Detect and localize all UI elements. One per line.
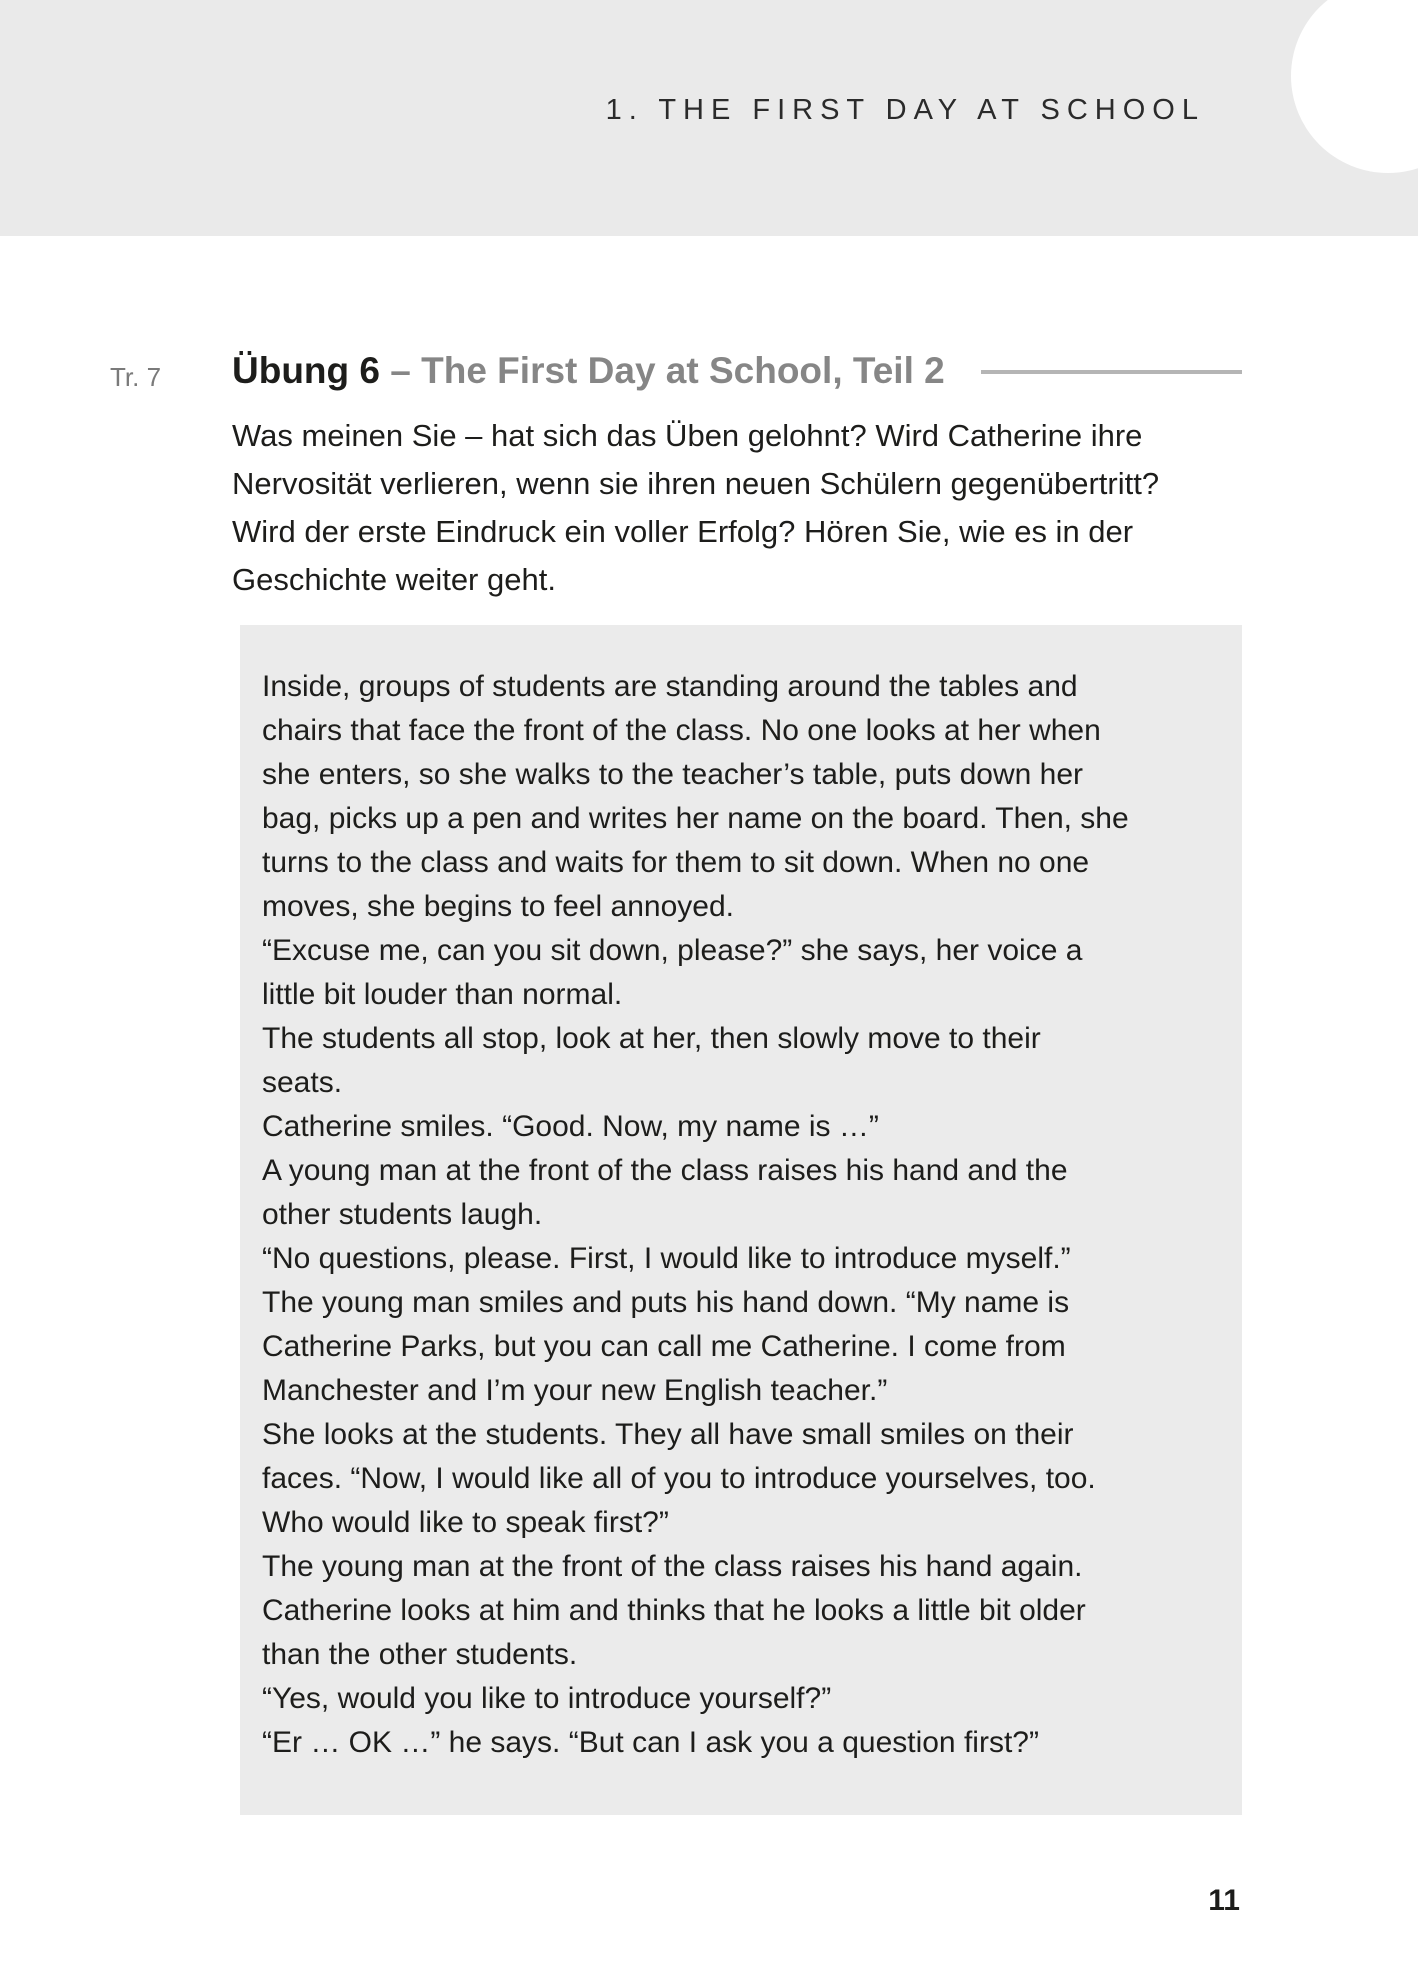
exercise-heading — [232, 350, 1242, 392]
story-line: Catherine Parks, but you can call me Catherine. I come from — [262, 1330, 1066, 1363]
story-line: The students all stop, look at her, then slowly move to their — [262, 1022, 1041, 1055]
story-line: She looks at the students. They all have small smiles on their — [262, 1418, 1074, 1451]
track-label: Tr. 7 — [110, 362, 162, 392]
story-line: little bit louder than normal. — [262, 978, 623, 1011]
story-line: The young man at the front of the class raises his hand again. — [262, 1550, 1083, 1583]
exercise-number: Übung 6 — [232, 350, 380, 391]
instruction-line: Geschichte weiter geht. — [232, 562, 556, 597]
decorative-corner-circle — [1291, 0, 1418, 173]
chapter-header-band — [0, 0, 1418, 236]
story-line: A young man at the front of the class raises his hand and the — [262, 1154, 1068, 1187]
story-line: bag, picks up a pen and writes her name on the board. Then, she — [262, 802, 1129, 835]
story-line: than the other students. — [262, 1638, 578, 1671]
story-line: Manchester and I’m your new English teacher.” — [262, 1374, 888, 1407]
story-line: seats. — [262, 1066, 343, 1099]
story-line: Catherine smiles. “Good. Now, my name is …” — [262, 1110, 879, 1143]
exercise-instructions — [232, 412, 1244, 604]
story-line: “Yes, would you like to introduce yourself?” — [262, 1682, 832, 1715]
story-line: “Excuse me, can you sit down, please?” she says, her voice a — [262, 934, 1083, 967]
story-line: “No questions, please. First, I would like to introduce myself.” — [262, 1242, 1071, 1275]
story-line: chairs that face the front of the class. No one looks at her when — [262, 714, 1101, 747]
story-line: The young man smiles and puts his hand down. “My name is — [262, 1286, 1070, 1319]
story-line: Who would like to speak first?” — [262, 1506, 669, 1539]
story-text-box — [240, 625, 1242, 1815]
story-line: “Er … OK …” he says. “But can I ask you a question first?” — [262, 1726, 1039, 1759]
story-line: Catherine looks at him and thinks that he looks a little bit older — [262, 1594, 1086, 1627]
story-line: Inside, groups of students are standing around the tables and — [262, 670, 1078, 703]
exercise-subtitle: – The First Day at School, Teil 2 — [390, 350, 945, 391]
chapter-title: 1. THE FIRST DAY AT SCHOOL — [605, 94, 1205, 126]
instruction-line: Nervosität verlieren, wenn sie ihren neuen Schülern gegenübertritt? — [232, 466, 1160, 501]
page-number: 11 — [1208, 1884, 1240, 1917]
instruction-line: Was meinen Sie – hat sich das Üben gelohnt? Wird Catherine ihre — [232, 418, 1143, 453]
story-line: other students laugh. — [262, 1198, 543, 1231]
exercise-title — [232, 350, 945, 392]
story-line: faces. “Now, I would like all of you to introduce yourselves, too. — [262, 1462, 1096, 1495]
heading-rule-line — [981, 370, 1242, 374]
story-line: moves, she begins to feel annoyed. — [262, 890, 734, 923]
story-line: she enters, so she walks to the teacher’s table, puts down her — [262, 758, 1084, 791]
story-line: turns to the class and waits for them to sit down. When no one — [262, 846, 1090, 879]
instruction-line: Wird der erste Eindruck ein voller Erfolg? Hören Sie, wie es in der — [232, 514, 1134, 549]
